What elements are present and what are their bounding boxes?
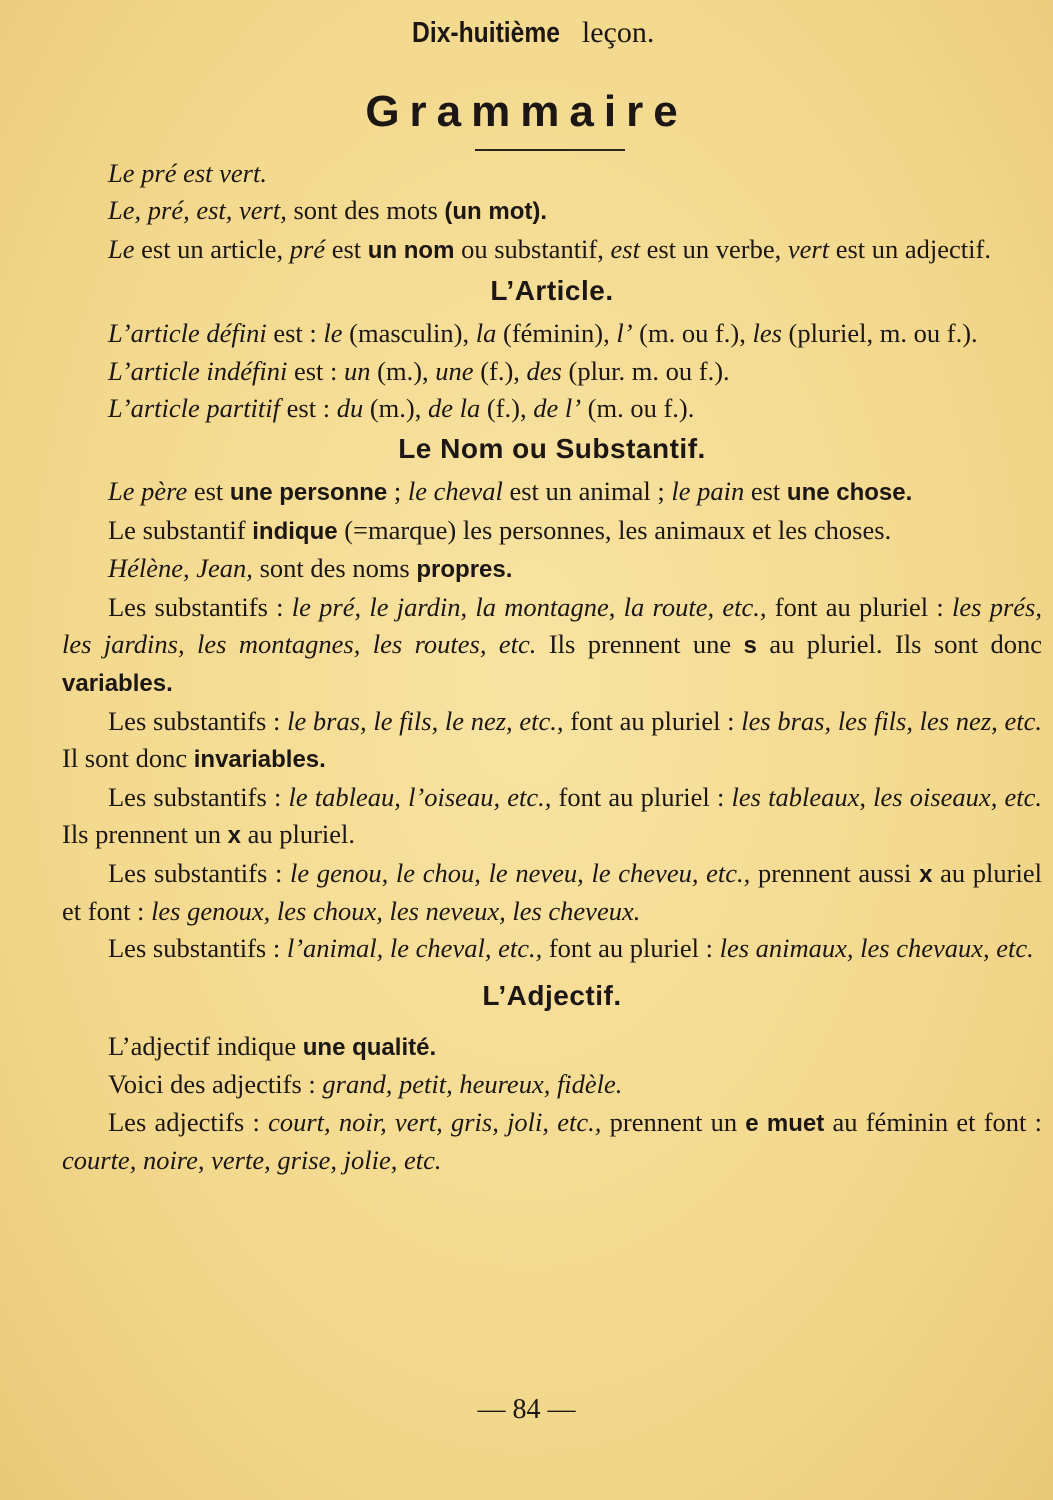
lesson-number: Dix-huitième <box>411 17 560 49</box>
intro-paragraph: Le est un article, pré est un nom ou substantif, est est un verbe, vert est un adjectif. <box>108 233 991 264</box>
nom-paragraph: Les substantifs : le bras, le fils, le nez, etc., font au pluriel : les bras, les fils, les nez, etc. Il sont donc invariables. <box>62 705 1042 774</box>
nom-paragraph: Les substantifs : l’animal, le cheval, etc., font au pluriel : les animaux, les chevaux, etc. <box>108 933 1034 964</box>
adjectif-paragraph: L’adjectif indique une qualité. <box>108 1030 437 1061</box>
nom-paragraph: Le père est une personne ; le cheval est un animal ; le pain est une chose. <box>108 476 913 507</box>
intro-paragraph: Le, pré, est, vert, sont des mots (un mot). <box>108 195 548 226</box>
title-divider <box>475 149 625 151</box>
adjectif-paragraph: Les adjectifs : court, noir, vert, gris, joli, etc., prennent un e muet au féminin et font : courte, noire, verte, grise, jolie, etc. <box>62 1106 1042 1175</box>
nom-paragraph: Hélène, Jean, sont des noms propres. <box>108 553 513 584</box>
section-heading-adjectif: L’Adjectif. <box>482 979 622 1011</box>
section-heading-nom: Le Nom ou Substantif. <box>398 433 706 465</box>
intro-paragraph: Le pré est vert. <box>108 158 267 188</box>
page-content <box>62 155 1042 1179</box>
lesson-header <box>0 12 1053 53</box>
page-title: Grammaire <box>365 87 688 136</box>
article-paragraph: L’article indéfini est : un (m.), une (f.), des (plur. m. ou f.). <box>108 355 730 386</box>
article-paragraph: L’article partitif est : du (m.), de la (f.), de l’ (m. ou f.). <box>108 393 695 424</box>
nom-paragraph: Le substantif indique (=marque) les personnes, les animaux et les choses. <box>108 514 892 545</box>
nom-paragraph: Les substantifs : le tableau, l’oiseau, etc., font au pluriel : les tableaux, les oiseaux, etc. Ils prennent un x au pluriel. <box>62 781 1042 850</box>
nom-paragraph: Les substantifs : le genou, le chou, le neveu, le cheveu, etc., prennent aussi x au pluriel et font : les genoux, les choux, les neveux, les cheveux. <box>62 857 1042 926</box>
page-number: — 84 — <box>477 1394 576 1425</box>
adjectif-paragraph: Voici des adjectifs : grand, petit, heureux, fidèle. <box>108 1069 623 1100</box>
nom-paragraph: Les substantifs : le pré, le jardin, la montagne, la route, etc., font au pluriel : les prés, les jardins, les montagnes, les routes, etc. Ils prennent une s au pluriel. Ils sont donc variables. <box>62 591 1042 698</box>
article-paragraph: L’article défini est : le (masculin), la (féminin), l’ (m. ou f.), les (pluriel, m. ou f.). <box>108 318 978 349</box>
section-heading-article: L’Article. <box>490 275 614 307</box>
lesson-word: leçon. <box>581 16 655 49</box>
